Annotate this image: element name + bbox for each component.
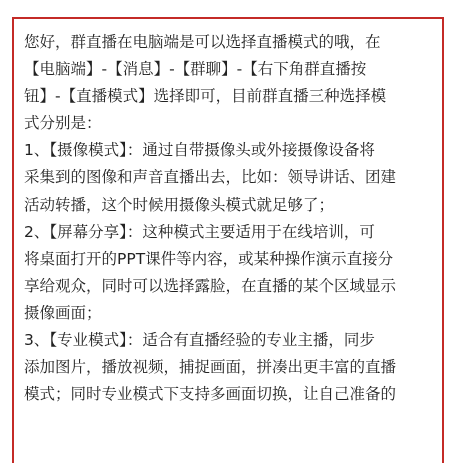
message-line: 模式；同时专业模式下支持多画面切换，让自己准备的 (24, 385, 397, 404)
message-bubble (12, 17, 444, 463)
message-line: 添加图片，播放视频，捕捉画面，拼凑出更丰富的直播 (24, 358, 397, 377)
message-line: 式分别是： (24, 114, 102, 133)
message-line: 采集到的图像和声音直播出去，比如：领导讲话、团建 (24, 168, 397, 187)
message-line: 钮】-【直播模式】选择即可，目前群直播三种选择模 (24, 87, 387, 106)
message-line: 2、【屏幕分享】：这种模式主要适用于在线培训，可 (24, 222, 375, 241)
message-line: 将桌面打开的PPT课件等内容，或某种操作演示直接分 (24, 249, 394, 268)
message-line: 享给观众，同时可以选择露脸，在直播的某个区域显示 (24, 276, 397, 295)
message-line: 活动转播，这个时候用摄像头模式就足够了； (24, 195, 335, 214)
message-line: 摄像画面； (24, 303, 102, 322)
message-line: 3、【专业模式】：适合有直播经验的专业主播，同步 (24, 331, 375, 350)
message-line: 【电脑端】-【消息】-【群聊】-【右下角群直播按 (24, 60, 367, 79)
message-line: 您好，群直播在电脑端是可以选择直播模式的哦，在 (24, 33, 381, 51)
message-line: 1、【摄像模式】：通过自带摄像头或外接摄像设备将 (24, 141, 375, 160)
